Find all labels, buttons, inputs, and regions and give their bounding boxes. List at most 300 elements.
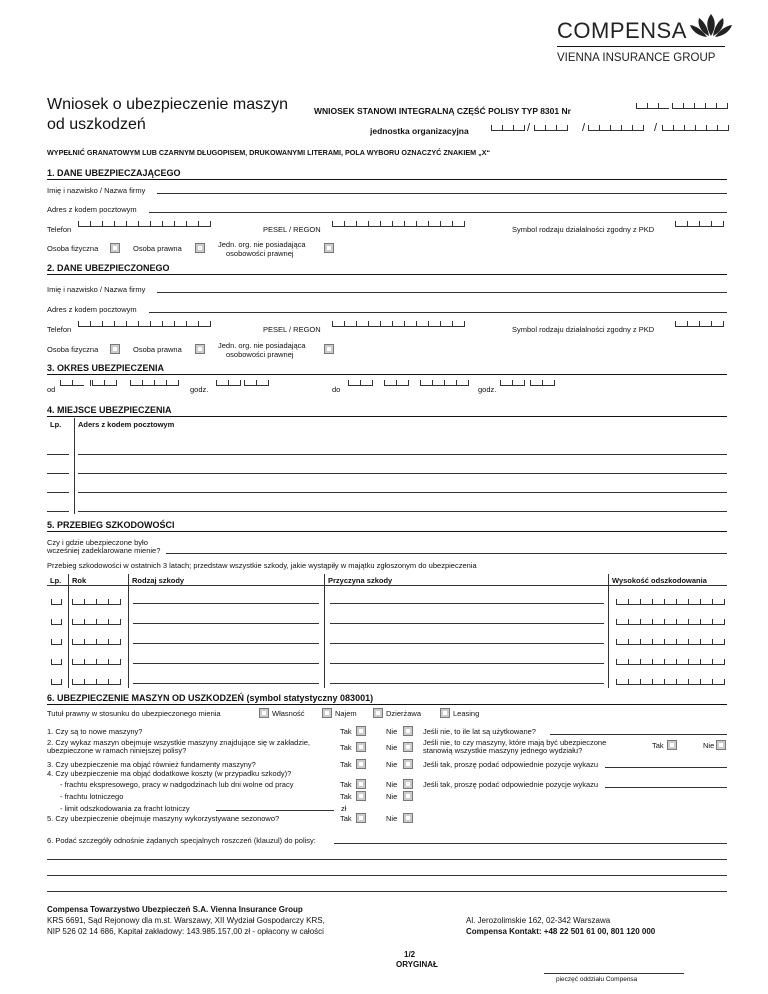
s5-amount-digit[interactable] <box>664 619 676 625</box>
from-year-digit[interactable] <box>130 380 142 386</box>
unit-c-digit[interactable] <box>610 125 621 131</box>
s5-field[interactable] <box>330 683 604 684</box>
s1-address-field[interactable] <box>149 212 727 213</box>
footer-krs: KRS 6691, Sąd Rejonowy dla m.st. Warszawy, XII Wydział Gospodarczy KRS, <box>47 916 325 925</box>
s5-amount-digit[interactable] <box>712 619 724 625</box>
footer-address: Al. Jerozolimskie 162, 02-342 Warszawa <box>466 916 611 925</box>
logo-name: COMPENSA <box>557 18 687 43</box>
s2-org-label2: osobowości prawnej <box>226 350 294 359</box>
s2-pesel-digit[interactable] <box>392 321 404 327</box>
s3-hour-label: godz. <box>190 385 209 394</box>
no-label: Nie <box>386 792 398 801</box>
q6-line3[interactable] <box>47 875 727 876</box>
s2-org-checkbox[interactable] <box>324 344 334 354</box>
s1-pesel-digit[interactable] <box>368 221 380 227</box>
s5-amount-digit[interactable] <box>664 599 676 605</box>
rent-label: Najem <box>335 709 357 718</box>
s5-amount-digit[interactable] <box>616 639 628 645</box>
no-checkbox[interactable] <box>403 813 413 823</box>
s5-col-amount: Wysokość odszkodowania <box>612 576 707 585</box>
s2-pkd-digit[interactable] <box>699 321 711 327</box>
from-min-digit[interactable] <box>244 380 256 386</box>
unit-b-digit[interactable] <box>534 125 545 131</box>
s5-year-digit[interactable] <box>96 639 108 645</box>
s2-pkd-digit[interactable] <box>675 321 687 327</box>
s5-field[interactable] <box>330 643 604 644</box>
s2-phone-digit[interactable] <box>102 321 114 327</box>
s5-amount-digit[interactable] <box>664 679 676 685</box>
q5: 5. Czy ubezpieczenie obejmuje maszyny wykorzystywane sezonowo? <box>47 814 280 823</box>
s3-to-label: do <box>332 385 341 394</box>
s1-phone-digit[interactable] <box>174 221 186 227</box>
zl-label: zł <box>341 804 347 813</box>
q6-field[interactable] <box>334 843 727 844</box>
s5-year-digit[interactable] <box>72 679 84 685</box>
s5-year-digit[interactable] <box>108 679 120 685</box>
s5-field[interactable] <box>133 603 319 604</box>
q1-note: Jeśli nie, to ile lat są użytkowane? <box>423 727 536 736</box>
yes-checkbox[interactable] <box>356 791 366 801</box>
to-min-digit[interactable] <box>542 380 554 386</box>
q1: 1. Czy są to nowe maszyny? <box>47 727 143 736</box>
s5-amount-digit[interactable] <box>712 599 724 605</box>
s2-pesel-digit[interactable] <box>452 321 464 327</box>
s4-row-address[interactable] <box>78 473 727 474</box>
s1-pesel-digit[interactable] <box>428 221 440 227</box>
q2b-no-checkbox[interactable] <box>716 740 726 750</box>
s1-phone-digit[interactable] <box>126 221 138 227</box>
unit-b-digit[interactable] <box>545 125 556 131</box>
no-checkbox[interactable] <box>403 759 413 769</box>
q2b-yes-label: Tak <box>652 741 664 750</box>
separator-slash: / <box>654 122 658 134</box>
yes-checkbox[interactable] <box>356 742 366 752</box>
s2-pesel-digit[interactable] <box>332 321 344 327</box>
s4-row-address[interactable] <box>78 492 727 493</box>
yes-label: Tak <box>340 760 352 769</box>
s5-amount-digit[interactable] <box>688 659 700 665</box>
no-checkbox[interactable] <box>403 726 413 736</box>
s1-address-label: Adres z kodem pocztowym <box>47 205 137 214</box>
s5-year-digit[interactable] <box>108 659 120 665</box>
yes-checkbox[interactable] <box>356 813 366 823</box>
s2-address-field[interactable] <box>149 312 727 313</box>
s2-pkd-digit[interactable] <box>687 321 699 327</box>
s5-col-year: Rok <box>72 576 87 585</box>
q2b-yes-checkbox[interactable] <box>667 740 677 750</box>
to-month-digit[interactable] <box>396 380 408 386</box>
s5-field[interactable] <box>133 683 319 684</box>
s2-legal-checkbox[interactable] <box>195 344 205 354</box>
s5-year-digit[interactable] <box>84 639 96 645</box>
s1-pesel-digit[interactable] <box>344 221 356 227</box>
to-year-digit[interactable] <box>420 380 432 386</box>
s2-pkd-label: Symbol rodzaju działalności zgodny z PKD <box>512 325 655 334</box>
s5-amount-digit[interactable] <box>700 639 712 645</box>
s4-row-lp[interactable] <box>47 473 69 474</box>
policy-number-digit[interactable] <box>647 103 658 109</box>
s2-name-field[interactable] <box>157 292 727 293</box>
unit-d-digit[interactable] <box>695 125 706 131</box>
q2b-no-label: Nie <box>703 741 715 750</box>
s5-amount-digit[interactable] <box>676 679 688 685</box>
yes-label: Tak <box>340 727 352 736</box>
s5-amount-digit[interactable] <box>712 679 724 685</box>
form-title-line2: od uszkodzeń <box>47 116 146 133</box>
separator-slash: / <box>527 122 531 134</box>
s2-pesel-digit[interactable] <box>416 321 428 327</box>
q3-note: Jeśli tak, proszę podać odpowiednie pozycje wykazu <box>423 760 599 769</box>
unit-label: jednostka organizacyjna <box>370 126 469 136</box>
section6-title: 6. UBEZPIECZENIE MASZYN OD USZKODZEŃ (symbol statystyczny 083001) <box>47 693 374 703</box>
s1-org-checkbox[interactable] <box>324 243 334 253</box>
compensa-logo-icon <box>688 14 734 38</box>
rent-checkbox[interactable] <box>322 708 332 718</box>
unit-a-digit[interactable] <box>491 125 502 131</box>
s1-phone-digit[interactable] <box>78 221 90 227</box>
s1-phone-digit[interactable] <box>150 221 162 227</box>
s5-q2: Przebieg szkodowości w ostatnich 3 latach; przedstaw wszystkie szkody, jakie wystąpiły w majątku zgłoszonym do ubezpieczenia <box>47 561 477 570</box>
to-day-digit[interactable] <box>360 380 372 386</box>
s1-pesel-digit[interactable] <box>440 221 452 227</box>
footer-contact: Compensa Kontakt: +48 22 501 61 00, 801 120 000 <box>466 927 656 936</box>
s2-address-label: Adres z kodem pocztowym <box>47 305 137 314</box>
unit-d-digit[interactable] <box>662 125 673 131</box>
s5-amount-digit[interactable] <box>676 599 688 605</box>
to-year-digit[interactable] <box>444 380 456 386</box>
q2-note2: stanowią wszystkie maszyny jednego wydziału? <box>423 746 583 755</box>
s5-amount-digit[interactable] <box>676 619 688 625</box>
s5-amount-digit[interactable] <box>688 679 700 685</box>
s2-pesel-digit[interactable] <box>440 321 452 327</box>
s5-amount-digit[interactable] <box>712 639 724 645</box>
s5-amount-digit[interactable] <box>688 639 700 645</box>
q4-field[interactable] <box>605 787 727 788</box>
no-checkbox[interactable] <box>403 742 413 752</box>
from-day-digit[interactable] <box>72 380 84 386</box>
s5-year-digit[interactable] <box>84 679 96 685</box>
s5-amount-digit[interactable] <box>712 659 724 665</box>
s5-lp-digit[interactable] <box>51 619 61 625</box>
s5-lp-digit[interactable] <box>51 659 61 665</box>
lease-d-checkbox[interactable] <box>373 708 383 718</box>
to-day-digit[interactable] <box>348 380 360 386</box>
s2-person-checkbox[interactable] <box>110 344 120 354</box>
to-hour-digit[interactable] <box>500 380 512 386</box>
policy-number-digit[interactable] <box>636 103 647 109</box>
s1-phone-digit[interactable] <box>138 221 150 227</box>
s5-amount-digit[interactable] <box>616 619 628 625</box>
s1-phone-digit[interactable] <box>114 221 126 227</box>
s5-lp-digit[interactable] <box>51 599 61 605</box>
section2-title: 2. DANE UBEZPIECZONEGO <box>47 263 170 273</box>
s4-row-address[interactable] <box>78 511 727 512</box>
stamp-label: pieczęć oddziału Compensa <box>556 976 638 983</box>
s5-year-digit[interactable] <box>96 599 108 605</box>
form-title-line1: Wniosek o ubezpieczenie maszyn <box>47 96 289 113</box>
s2-phone-digit[interactable] <box>198 321 210 327</box>
yes-label: Tak <box>340 814 352 823</box>
s1-pesel-digit[interactable] <box>356 221 368 227</box>
s2-phone-digit[interactable] <box>150 321 162 327</box>
to-month-digit[interactable] <box>384 380 396 386</box>
s5-amount-digit[interactable] <box>664 639 676 645</box>
s1-phone-digit[interactable] <box>90 221 102 227</box>
s1-pesel-digit[interactable] <box>452 221 464 227</box>
s2-phone-digit[interactable] <box>186 321 198 327</box>
policy-number-digit[interactable] <box>658 103 669 109</box>
q4c-field[interactable] <box>216 810 334 811</box>
q4c: - limit odszkodowania za fracht lotniczy <box>60 804 190 813</box>
s2-pesel-digit[interactable] <box>380 321 392 327</box>
s3-hour2-label: godz. <box>478 385 497 394</box>
s2-pesel-digit[interactable] <box>344 321 356 327</box>
from-year-digit[interactable] <box>142 380 154 386</box>
s5-amount-digit[interactable] <box>616 599 628 605</box>
s5-amount-digit[interactable] <box>628 619 640 625</box>
unit-a-digit[interactable] <box>502 125 513 131</box>
from-day-digit[interactable] <box>60 380 72 386</box>
s5-field[interactable] <box>133 663 319 664</box>
q6: 6. Podać szczegóły odnośnie żądanych specjalnych roszczeń (klauzul) do polisy: <box>47 836 316 845</box>
q2a: 2. Czy wykaz maszyn obejmuje wszystkie maszyny znajdujące się w zakładzie, <box>47 738 311 747</box>
s1-pkd-digit[interactable] <box>675 221 687 227</box>
s1-phone-digit[interactable] <box>186 221 198 227</box>
s5-amount-digit[interactable] <box>688 619 700 625</box>
policy-number-digit[interactable] <box>705 103 716 109</box>
policy-number-digit[interactable] <box>683 103 694 109</box>
s1-org-label2: osobowości prawnej <box>226 249 294 258</box>
s5-amount-digit[interactable] <box>628 659 640 665</box>
s2-pesel-digit[interactable] <box>404 321 416 327</box>
s5-field[interactable] <box>133 623 319 624</box>
s5-amount-digit[interactable] <box>652 619 664 625</box>
s1-phone-digit[interactable] <box>198 221 210 227</box>
s5-amount-digit[interactable] <box>628 599 640 605</box>
s1-pesel-digit[interactable] <box>416 221 428 227</box>
s1-pesel-digit[interactable] <box>404 221 416 227</box>
stamp-line <box>544 973 684 974</box>
s5-q1-field[interactable] <box>166 553 727 554</box>
s2-phone-label: Telefon <box>47 325 72 334</box>
yes-checkbox[interactable] <box>356 726 366 736</box>
q4b: - frachtu lotniczego <box>60 792 124 801</box>
s2-name-label: Imię i nazwisko / Nazwa firmy <box>47 285 146 294</box>
q1-field[interactable] <box>550 734 727 735</box>
to-year-digit[interactable] <box>456 380 468 386</box>
s5-col-cause: Przyczyna szkody <box>328 576 393 585</box>
unit-a-digit[interactable] <box>513 125 524 131</box>
s5-q1a: Czy i gdzie ubezpieczone było <box>47 538 148 547</box>
s5-amount-digit[interactable] <box>664 659 676 665</box>
s5-amount-digit[interactable] <box>700 679 712 685</box>
s2-phone-digit[interactable] <box>78 321 90 327</box>
q4a: - frachtu ekspresowego, pracy w nadgodzinach lub dni wolne od pracy <box>60 780 294 789</box>
s5-amount-digit[interactable] <box>652 599 664 605</box>
s5-amount-digit[interactable] <box>700 659 712 665</box>
no-label: Nie <box>386 760 398 769</box>
to-min-digit[interactable] <box>530 380 542 386</box>
unit-c-digit[interactable] <box>599 125 610 131</box>
s5-year-digit[interactable] <box>72 639 84 645</box>
s1-phone-digit[interactable] <box>102 221 114 227</box>
s2-phone-digit[interactable] <box>174 321 186 327</box>
no-checkbox[interactable] <box>403 779 413 789</box>
s1-pesel-digit[interactable] <box>332 221 344 227</box>
policy-label: WNIOSEK STANOWI INTEGRALNĄ CZĘŚĆ POLISY TYP 8301 Nr <box>314 106 571 116</box>
s5-amount-digit[interactable] <box>616 659 628 665</box>
q3: 3. Czy ubezpieczenie ma objąć również fundamenty maszyny? <box>47 760 256 769</box>
s5-amount-digit[interactable] <box>640 599 652 605</box>
section1-title: 1. DANE UBEZPIECZAJĄCEGO <box>47 168 181 178</box>
s2-pesel-digit[interactable] <box>356 321 368 327</box>
q6-line4[interactable] <box>47 891 727 892</box>
policy-number-digit[interactable] <box>716 103 727 109</box>
s5-lp-digit[interactable] <box>51 679 61 685</box>
s5-year-digit[interactable] <box>96 619 108 625</box>
footer-nip: NIP 526 02 14 686, Kapitał zakładowy: 143.985.157,00 zł - opłacony w całości <box>47 927 324 936</box>
s1-phone-label: Telefon <box>47 225 72 234</box>
s2-pkd-digit[interactable] <box>711 321 723 327</box>
s5-amount-digit[interactable] <box>700 599 712 605</box>
unit-c-digit[interactable] <box>632 125 643 131</box>
s1-org-label1: Jedn. org. nie posiadająca <box>218 240 306 249</box>
leasing-checkbox[interactable] <box>440 708 450 718</box>
section4-title: 4. MIEJSCE UBEZPIECZENIA <box>47 405 172 415</box>
s1-pesel-digit[interactable] <box>392 221 404 227</box>
s5-amount-digit[interactable] <box>652 659 664 665</box>
s5-year-digit[interactable] <box>84 599 96 605</box>
s5-amount-digit[interactable] <box>640 659 652 665</box>
s5-amount-digit[interactable] <box>676 659 688 665</box>
page-number: 1/2 <box>404 950 416 959</box>
s5-year-digit[interactable] <box>84 659 96 665</box>
s2-pesel-digit[interactable] <box>428 321 440 327</box>
unit-d-digit[interactable] <box>706 125 717 131</box>
to-year-digit[interactable] <box>432 380 444 386</box>
yes-checkbox[interactable] <box>356 779 366 789</box>
s5-year-digit[interactable] <box>96 679 108 685</box>
s5-amount-digit[interactable] <box>652 639 664 645</box>
section5-title: 5. PRZEBIEG SZKODOWOŚCI <box>47 520 175 530</box>
s5-year-digit[interactable] <box>96 659 108 665</box>
s5-amount-digit[interactable] <box>628 679 640 685</box>
lease-d-label: Dzierżawa <box>386 709 422 718</box>
s1-pkd-digit[interactable] <box>699 221 711 227</box>
from-month-digit[interactable] <box>104 380 116 386</box>
s1-name-field[interactable] <box>157 193 727 194</box>
section3-title: 3. OKRES UBEZPIECZENIA <box>47 363 165 373</box>
s5-amount-digit[interactable] <box>640 639 652 645</box>
s6-title-label: Tutuł prawny w stosunku do ubezpieczonego mienia <box>47 709 221 718</box>
unit-b-digit[interactable] <box>556 125 567 131</box>
to-hour-digit[interactable] <box>512 380 524 386</box>
s2-person-label: Osoba fizyczna <box>47 345 99 354</box>
s5-amount-digit[interactable] <box>640 679 652 685</box>
s5-amount-digit[interactable] <box>616 679 628 685</box>
from-year-digit[interactable] <box>166 380 178 386</box>
s1-pesel-digit[interactable] <box>380 221 392 227</box>
s2-phone-digit[interactable] <box>138 321 150 327</box>
unit-c-digit[interactable] <box>621 125 632 131</box>
from-min-digit[interactable] <box>256 380 268 386</box>
policy-number-digit[interactable] <box>694 103 705 109</box>
s4-row-lp[interactable] <box>47 454 69 455</box>
s5-amount-digit[interactable] <box>628 639 640 645</box>
s5-amount-digit[interactable] <box>688 599 700 605</box>
s5-field[interactable] <box>330 603 604 604</box>
s5-year-digit[interactable] <box>72 599 84 605</box>
original-label: ORYGINAŁ <box>396 960 438 969</box>
unit-d-digit[interactable] <box>673 125 684 131</box>
no-label: Nie <box>386 814 398 823</box>
q6-line2[interactable] <box>47 859 727 860</box>
unit-d-digit[interactable] <box>717 125 728 131</box>
s2-phone-digit[interactable] <box>126 321 138 327</box>
s4-row-lp[interactable] <box>47 511 69 512</box>
s1-person-checkbox[interactable] <box>110 243 120 253</box>
no-checkbox[interactable] <box>403 791 413 801</box>
s5-field[interactable] <box>330 623 604 624</box>
from-hour-digit[interactable] <box>216 380 228 386</box>
yes-label: Tak <box>340 792 352 801</box>
s5-amount-digit[interactable] <box>652 679 664 685</box>
unit-d-digit[interactable] <box>684 125 695 131</box>
policy-number-digit[interactable] <box>672 103 683 109</box>
s5-year-digit[interactable] <box>108 639 120 645</box>
s5-amount-digit[interactable] <box>640 619 652 625</box>
no-label: Nie <box>386 780 398 789</box>
q3-field[interactable] <box>605 767 727 768</box>
s2-phone-digit[interactable] <box>114 321 126 327</box>
s5-year-digit[interactable] <box>84 619 96 625</box>
no-label: Nie <box>386 727 398 736</box>
s5-field[interactable] <box>330 663 604 664</box>
unit-c-digit[interactable] <box>588 125 599 131</box>
s1-phone-digit[interactable] <box>162 221 174 227</box>
s2-pesel-label: PESEL / REGON <box>263 325 321 334</box>
yes-label: Tak <box>340 780 352 789</box>
s5-year-digit[interactable] <box>108 619 120 625</box>
from-month-digit[interactable] <box>92 380 104 386</box>
s1-name-label: Imię i nazwisko / Nazwa firmy <box>47 186 146 195</box>
yes-checkbox[interactable] <box>356 759 366 769</box>
s4-col-addr: Aders z kodem pocztowym <box>78 420 175 429</box>
s5-amount-digit[interactable] <box>700 619 712 625</box>
s4-row-lp[interactable] <box>47 492 69 493</box>
s4-row-address[interactable] <box>78 454 727 455</box>
s5-amount-digit[interactable] <box>676 639 688 645</box>
own-checkbox[interactable] <box>259 708 269 718</box>
s2-phone-digit[interactable] <box>90 321 102 327</box>
s1-legal-checkbox[interactable] <box>195 243 205 253</box>
s5-lp-digit[interactable] <box>51 639 61 645</box>
q2b: ubezpieczone w ramach niniejszej polisy? <box>47 746 187 755</box>
s5-year-digit[interactable] <box>108 599 120 605</box>
s5-year-digit[interactable] <box>72 619 84 625</box>
from-hour-digit[interactable] <box>228 380 240 386</box>
s1-pkd-digit[interactable] <box>711 221 723 227</box>
s2-pesel-digit[interactable] <box>368 321 380 327</box>
s5-q1b: wcześniej zadeklarowane mienie? <box>47 546 161 555</box>
s5-field[interactable] <box>133 643 319 644</box>
s5-col-type: Rodzaj szkody <box>132 576 185 585</box>
s1-pkd-digit[interactable] <box>687 221 699 227</box>
s2-phone-digit[interactable] <box>162 321 174 327</box>
s5-col-lp: Lp. <box>50 576 62 585</box>
s5-year-digit[interactable] <box>72 659 84 665</box>
from-year-digit[interactable] <box>154 380 166 386</box>
